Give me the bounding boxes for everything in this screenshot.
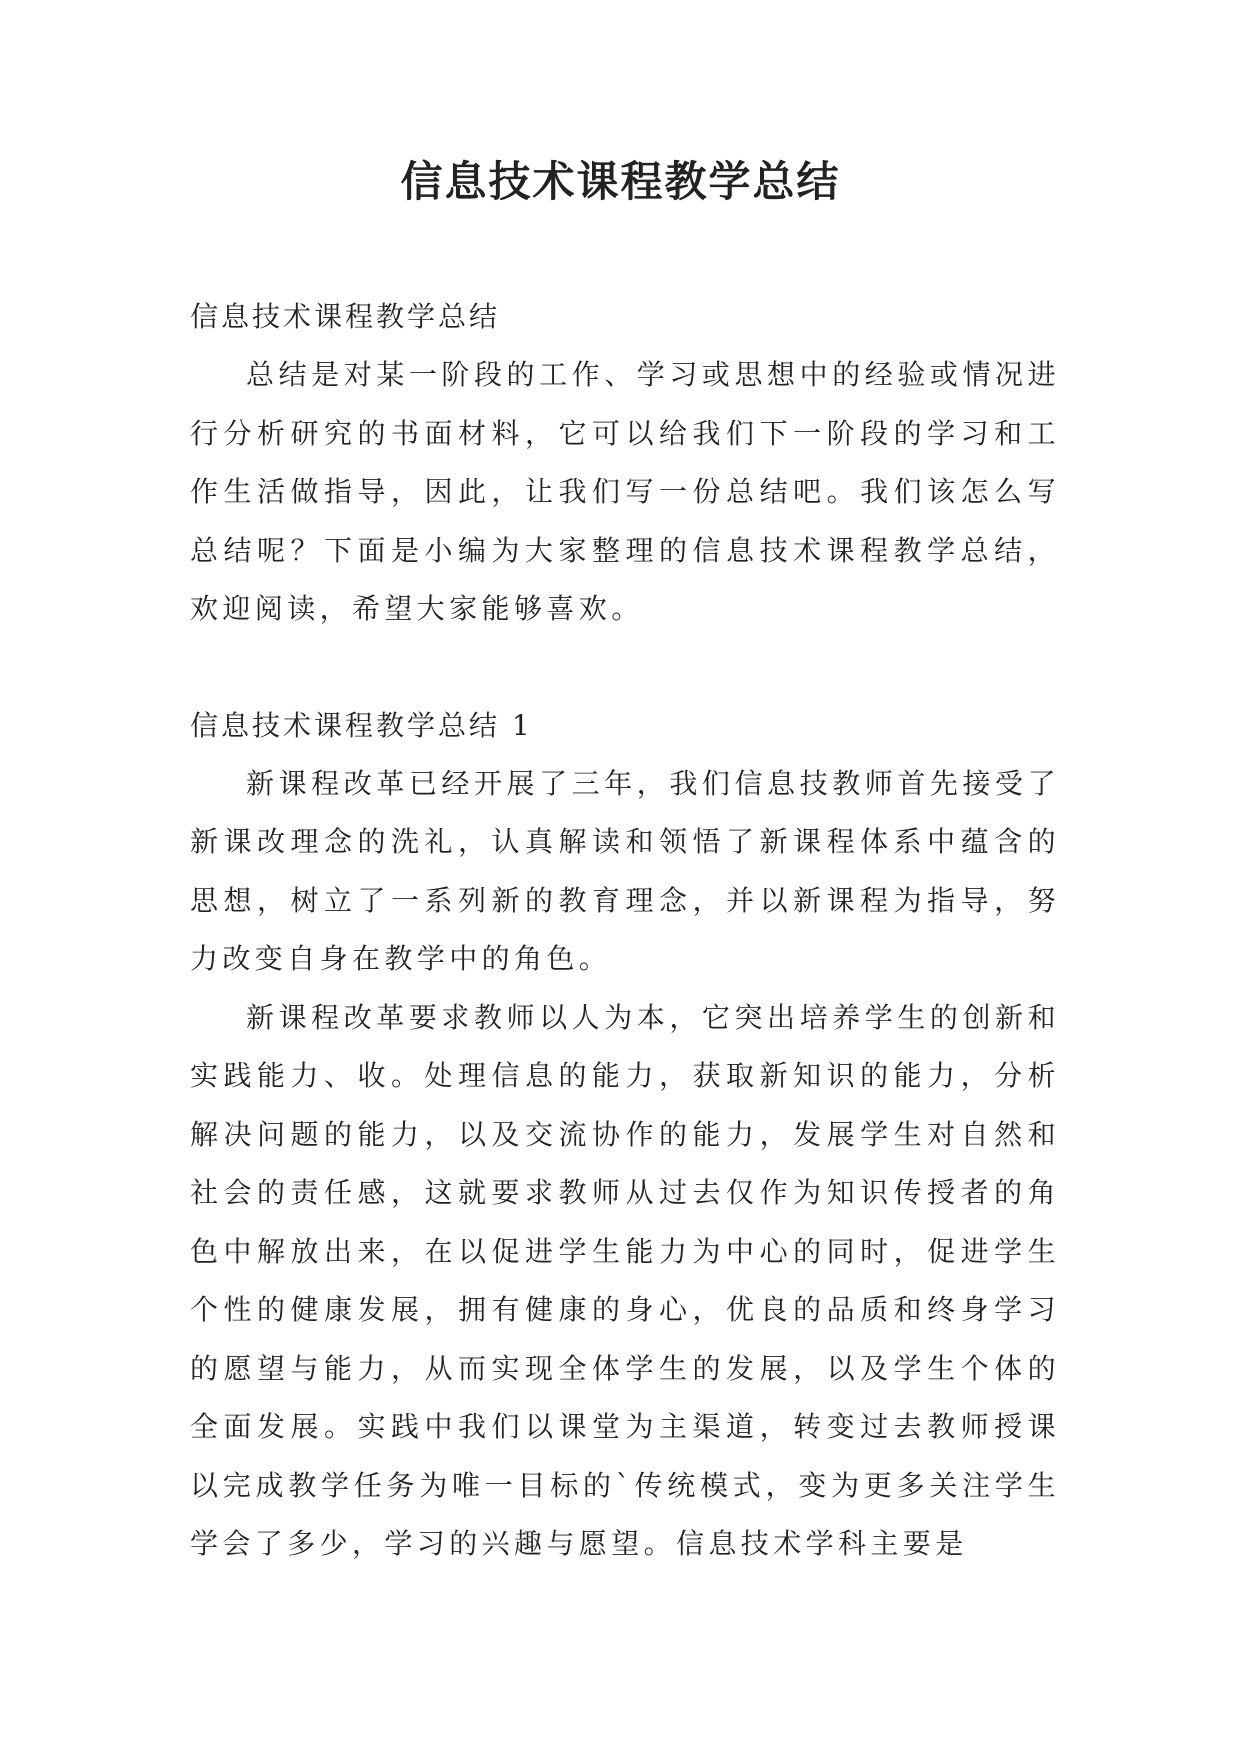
- section-1-paragraph-2: 新课程改革要求教师以人为本，它突出培养学生的创新和实践能力、收。处理信息的能力，获取新知识的能力，分析解决问题的能力，以及交流协作的能力，发展学生对自然和社会的责任感，这就要求教师从过去仅作为知识传授者的角色中解放出来，在以促进学生能力为中心的同时，促进学生个性的健康发展，拥有健康的身心，优良的品质和终身学习的愿望与能力，从而实现全体学生的发展，以及学生个体的全面发展。实践中我们以课堂为主渠道，转变过去教师授课以完成教学任务为唯一目标的`传统模式，变为更多关注学生学会了多少，学习的兴趣与愿望。信息技术学科主要是: [190, 1000, 1060, 1560]
- section-1-paragraph-1: 新课程改革已经开展了三年，我们信息技教师首先接受了新课改理念的洗礼，认真解读和领悟了新课程体系中蕴含的思想，树立了一系列新的教育理念，并以新课程为指导，努力改变自身在教学中的角色。: [190, 766, 1060, 975]
- section-spacer: [190, 639, 1060, 697]
- document-body: [190, 288, 1060, 1574]
- section-1-heading: 信息技术课程教学总结 1: [190, 708, 533, 742]
- intro-paragraph: 总结是对某一阶段的工作、学习或思想中的经验或情况进行分析研究的书面材料，它可以给我们下一阶段的学习和工作生活做指导，因此，让我们写一份总结吧。我们该怎么写总结呢？下面是小编为大家整理的信息技术课程教学总结，欢迎阅读，希望大家能够喜欢。: [190, 358, 1060, 625]
- intro-heading: 信息技术课程教学总结: [190, 300, 501, 333]
- document-title: 信息技术课程教学总结: [400, 157, 841, 206]
